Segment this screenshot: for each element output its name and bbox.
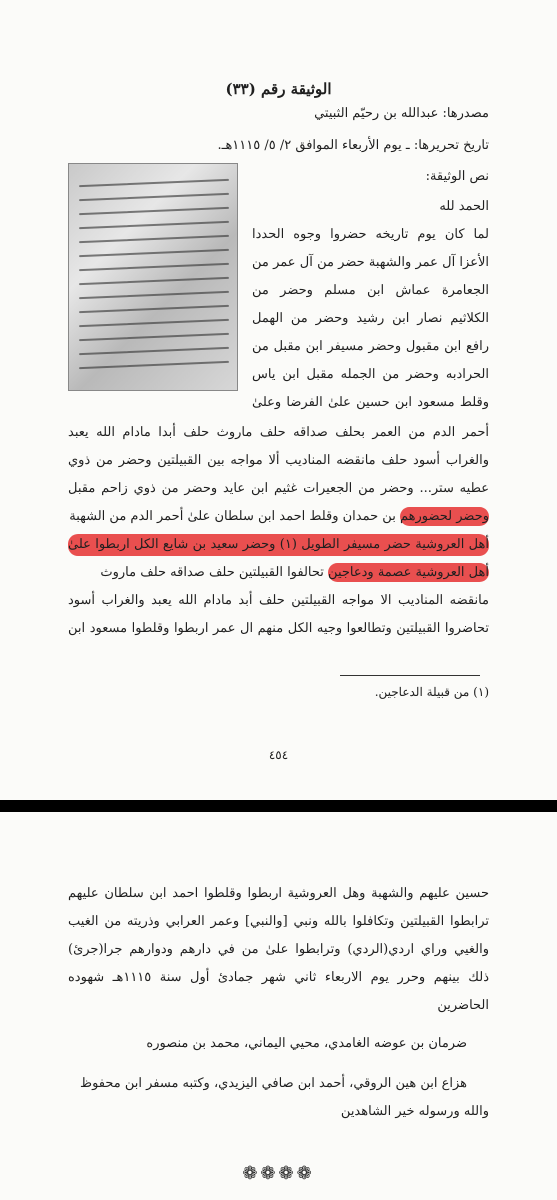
text-line: رافع ابن مقبول وحضر مسيفر ابن مقبل من [252,339,489,354]
page-number: ٤٥٤ [268,748,289,762]
document-source: مصدرها: عبدالله بن رحيّم الثبيتي [314,106,489,121]
text-line: الكلاثيم نصار ابن رشيد وحضر من الهمل [252,311,489,326]
text-line: والغيي وراي اردي(الردي) وترابطوا علىٰ من في دارهم ودوارهم جرا(جرئ) [68,942,489,957]
text-line: ترابطوا القبيلتين وتكافلوا بالله ونبي [والنبي] وعمر العرابي وذريته من الغيب [68,914,489,929]
text-line: لما كان يوم تاريخه حضروا وجوه الحددا [252,227,489,242]
text-line: حسين عليهم والشهبة وهل العروشية اربطوا وقلطوا احمد ابن سلطان عليهم [68,886,489,901]
opening-line: الحمد لله [439,199,489,214]
manuscript-photo [68,163,238,391]
text-line: أحمر الدم من العمر بحلف صداقه حلف ماروث حلف أبدا مادام الله يعبد [68,425,489,440]
footnote-rule [340,675,480,676]
witnesses-line: ضرمان بن عوضه الغامدي، محيي اليماني، محمد بن منصوره [146,1036,467,1051]
text-line: الأعزا آل عمر والشهبة حضر من آل عمر من [252,255,489,270]
text-line: أهل العروشية عصمة ودعاجين تحالفوا القبيلتين حلف صداقه حلف ماروث [100,565,489,580]
text-heading: نص الوثيقة: [425,169,489,184]
text-line: ذلك بينهم وحرر يوم الاربعاء ثاني شهر جمادئ أول سنة ١١١٥هـ شهوده [68,970,489,985]
text-line: الجعامرة عماش ابن مسلم وحضر من [252,283,489,298]
highlighted-line: أهل العروشية حضر مسيفر الطويل (١) وحضر سعيد بن شايع الكل اربطوا علىٰ [68,537,489,552]
text-line: وحضر لحضورهم بن حمدان وقلط احمد ابن سلطان علىٰ أحمر الدم من الشهبة [69,509,489,524]
text-line: عطيه ستر... وحضر من الجعيرات غثيم ابن عايد وحضر من ذوي زاحم مقبل [68,481,489,496]
text-line: الحرادبه وحضر من الجمله مقبل ابن ياس [252,367,489,382]
footnote: (١) من قبيلة الدعاجين. [374,685,489,699]
page-next [0,812,557,1200]
document-title: الوثيقة رقم (٣٣) [225,80,332,98]
highlighted-phrase: أهل العروشية عصمة ودعاجين [328,565,489,580]
text-line: الحاضرين [437,998,489,1013]
text-line: تحاضروا القبيلتين وتطالعوا وجيه الكل منهم ال عمر اربطوا وقلطوا مسعود ابن [68,621,489,636]
closing-line: والله ورسوله خير الشاهدين [340,1104,489,1119]
text-line: مانقضه المناديب الا مواجه القبيلتين حلف أبد مادام الله يعبد والغراب أسود [68,593,489,608]
text-line: وقلط مسعود ابن حسين علىٰ الفرضا وعلىٰ [252,395,489,410]
text-line: والغراب أسود حلف مانقضه المناديب ألا مواجه بين القبيلتين وحضر من ذوي [68,453,489,468]
witnesses-line: هزاع ابن هين الروقي، أحمد ابن صافي اليزيدي، وكتبه مسفر ابن محفوظ [80,1076,467,1091]
ornament-icon: ❁❁❁❁ [242,1163,315,1184]
highlighted-phrase: وحضر لحضورهم [399,509,489,524]
document-date: تاريخ تحريرها: ـ يوم الأربعاء الموافق ٢/ ٥/ ١١١٥هـ. [217,138,489,153]
